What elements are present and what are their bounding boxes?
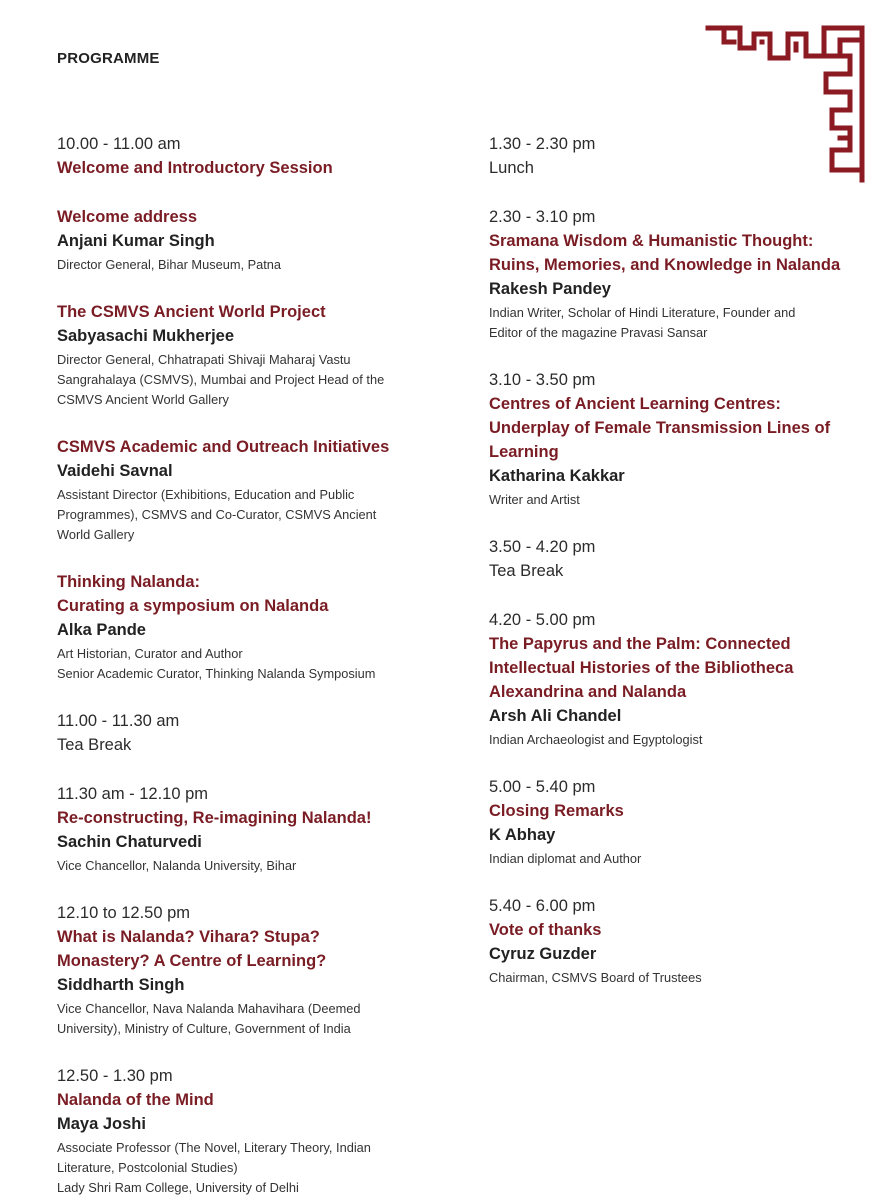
page-title: PROGRAMME xyxy=(57,50,160,67)
session-break: Lunch xyxy=(489,159,534,177)
speaker-affiliation: Indian Writer, Scholar of Hindi Literature, Founder and xyxy=(489,305,796,320)
speaker-affiliation: University), Ministry of Culture, Government of India xyxy=(57,1021,351,1036)
session-title: Nalanda of the Mind xyxy=(57,1091,214,1109)
speaker-name: Anjani Kumar Singh xyxy=(57,232,215,250)
speaker-affiliation: Director General, Bihar Museum, Patna xyxy=(57,257,282,272)
programme-item xyxy=(57,300,447,410)
programme-column-left xyxy=(57,132,447,1198)
session-time: 11.00 - 11.30 am xyxy=(57,712,180,730)
speaker-affiliation: Writer and Artist xyxy=(489,492,580,507)
speaker-affiliation: Associate Professor (The Novel, Literary Theory, Indian xyxy=(57,1140,371,1155)
session-title-line: Sramana Wisdom & Humanistic Thought: xyxy=(489,232,814,250)
speaker-affiliation: CSMVS Ancient World Gallery xyxy=(57,392,229,407)
speaker-affiliation: Sangrahalaya (CSMVS), Mumbai and Project Head of the xyxy=(57,372,385,387)
speaker-name: Sabyasachi Mukherjee xyxy=(57,327,235,345)
programme-item xyxy=(489,535,864,583)
speaker-name: Vaidehi Savnal xyxy=(57,462,173,480)
session-title-line: Centres of Ancient Learning Centres: xyxy=(489,395,781,413)
session-title-line: Curating a symposium on Nalanda xyxy=(57,597,329,615)
session-title-line: Alexandrina and Nalanda xyxy=(489,683,687,701)
session-title: Vote of thanks xyxy=(489,921,602,939)
speaker-affiliation: Lady Shri Ram College, University of Delhi xyxy=(57,1180,299,1195)
session-title-line: What is Nalanda? Vihara? Stupa? xyxy=(57,928,320,946)
session-time: 11.30 am - 12.10 pm xyxy=(57,785,209,803)
programme-item xyxy=(57,1064,447,1198)
speaker-affiliation: Chairman, CSMVS Board of Trustees xyxy=(489,970,702,985)
speaker-name: Katharina Kakkar xyxy=(489,467,625,485)
speaker-affiliation: Indian diplomat and Author xyxy=(489,851,642,866)
programme-item xyxy=(489,775,864,869)
programme-item xyxy=(57,709,447,757)
session-time: 12.10 to 12.50 pm xyxy=(57,904,191,922)
speaker-name: K Abhay xyxy=(489,826,556,844)
speaker-affiliation: Literature, Postcolonial Studies) xyxy=(57,1160,238,1175)
session-time: 10.00 - 11.00 am xyxy=(57,135,181,153)
programme-item xyxy=(57,132,447,180)
speaker-affiliation: World Gallery xyxy=(57,527,135,542)
session-time: 12.50 - 1.30 pm xyxy=(57,1067,173,1085)
session-title: CSMVS Academic and Outreach Initiatives xyxy=(57,438,390,456)
programme-item xyxy=(57,901,447,1039)
speaker-name: Sachin Chaturvedi xyxy=(57,833,202,851)
session-time: 4.20 - 5.00 pm xyxy=(489,611,596,629)
speaker-name: Siddharth Singh xyxy=(57,976,185,994)
session-title: Closing Remarks xyxy=(489,802,624,820)
speaker-affiliation: Art Historian, Curator and Author xyxy=(57,646,243,661)
speaker-affiliation: Assistant Director (Exhibitions, Education and Public xyxy=(57,487,355,502)
session-time: 3.50 - 4.20 pm xyxy=(489,538,596,556)
programme-item xyxy=(57,205,447,275)
session-title-line: Intellectual Histories of the Bibliotheca xyxy=(489,659,794,677)
session-time: 2.30 - 3.10 pm xyxy=(489,208,596,226)
programme-item xyxy=(489,368,864,510)
programme-item xyxy=(489,608,864,750)
session-time: 1.30 - 2.30 pm xyxy=(489,135,596,153)
speaker-name: Maya Joshi xyxy=(57,1115,146,1133)
session-title-line: Thinking Nalanda: xyxy=(57,573,201,591)
session-time: 3.10 - 3.50 pm xyxy=(489,371,596,389)
session-time: 5.00 - 5.40 pm xyxy=(489,778,596,796)
session-title: Welcome address xyxy=(57,208,198,226)
session-title-line: The Papyrus and the Palm: Connected xyxy=(489,635,791,653)
session-title: The CSMVS Ancient World Project xyxy=(57,303,326,321)
session-title-line: Underplay of Female Transmission Lines of xyxy=(489,419,831,437)
speaker-name: Arsh Ali Chandel xyxy=(489,707,622,725)
speaker-affiliation: Senior Academic Curator, Thinking Nalanda Symposium xyxy=(57,666,376,681)
session-title: Re-constructing, Re-imagining Nalanda! xyxy=(57,809,372,827)
programme-item xyxy=(489,132,864,180)
programme-item xyxy=(57,570,447,684)
speaker-name: Alka Pande xyxy=(57,621,146,639)
speaker-affiliation: Editor of the magazine Pravasi Sansar xyxy=(489,325,708,340)
programme-item xyxy=(57,435,447,545)
session-title-line: Ruins, Memories, and Knowledge in Nalanda xyxy=(489,256,841,274)
speaker-affiliation: Programmes), CSMVS and Co-Curator, CSMVS Ancient xyxy=(57,507,377,522)
speaker-affiliation: Director General, Chhatrapati Shivaji Maharaj Vastu xyxy=(57,352,351,367)
speaker-affiliation: Vice Chancellor, Nava Nalanda Mahavihara (Deemed xyxy=(57,1001,361,1016)
programme-item xyxy=(489,205,864,343)
session-title-line: Learning xyxy=(489,443,559,461)
speaker-affiliation: Indian Archaeologist and Egyptologist xyxy=(489,732,703,747)
programme-item xyxy=(57,782,447,876)
session-time: 5.40 - 6.00 pm xyxy=(489,897,596,915)
session-break: Tea Break xyxy=(489,562,564,580)
speaker-affiliation: Vice Chancellor, Nalanda University, Bihar xyxy=(57,858,297,873)
programme-column-right xyxy=(489,132,864,988)
programme-item xyxy=(489,894,864,988)
session-title-line: Monastery? A Centre of Learning? xyxy=(57,952,327,970)
speaker-name: Cyruz Guzder xyxy=(489,945,597,963)
session-break: Tea Break xyxy=(57,736,132,754)
speaker-name: Rakesh Pandey xyxy=(489,280,611,298)
session-title: Welcome and Introductory Session xyxy=(57,159,333,177)
